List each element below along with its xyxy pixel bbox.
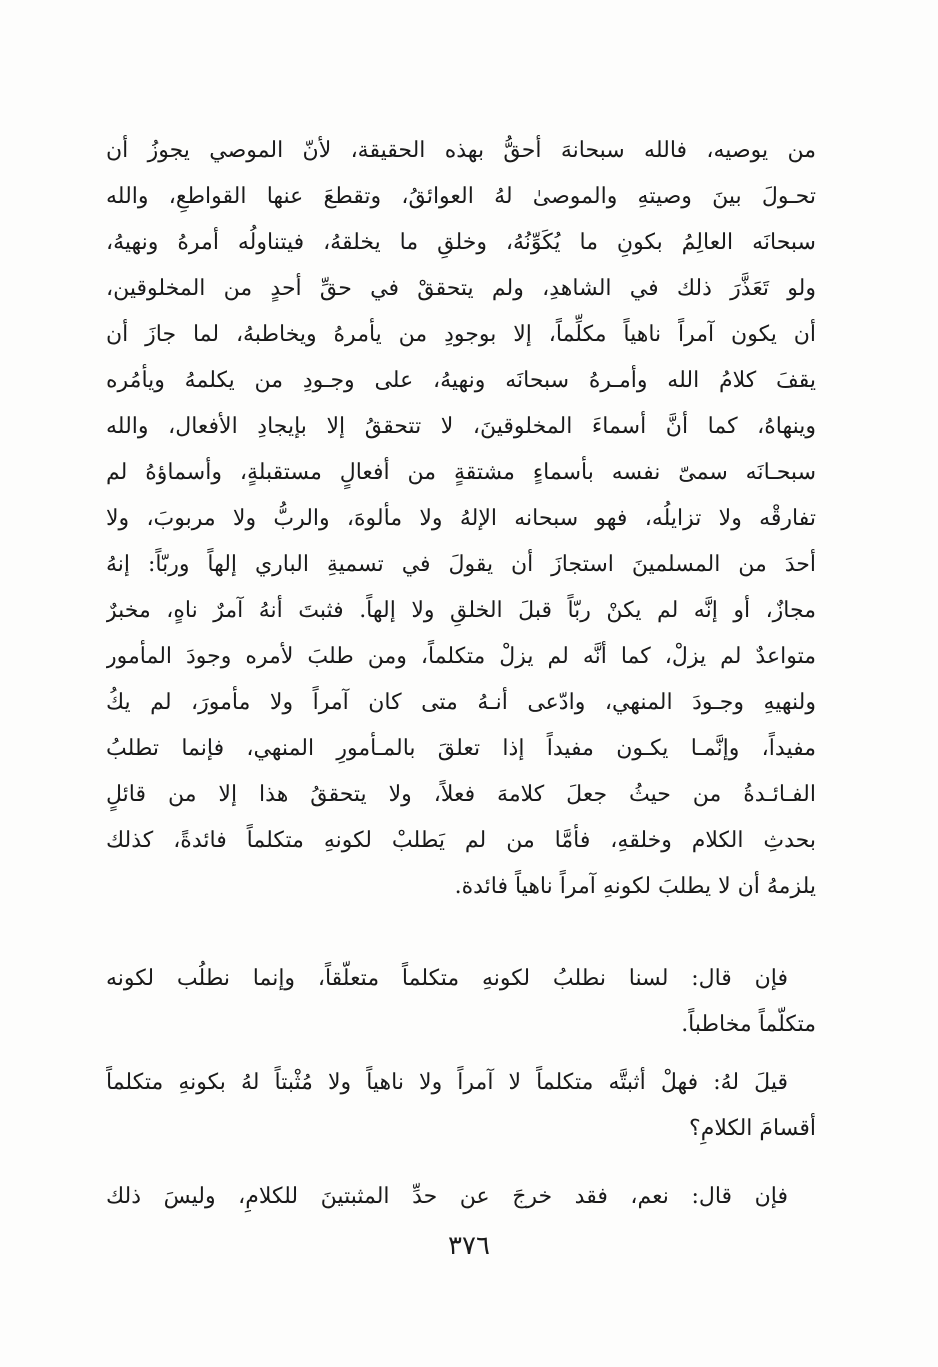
- text-line: وينهاهُ، كما أنَّ أسماءَ المخلوقينَ، لا تتحققُ إلا بإيجادِ الأفعال، والله: [106, 414, 816, 439]
- page-number: ٣٧٦: [448, 1231, 490, 1261]
- paragraph-4: [106, 1174, 816, 1220]
- text-line: أقسامَ الكلامِ؟: [689, 1116, 816, 1141]
- paragraph-3: [106, 1060, 816, 1152]
- text-line: قيلَ لهُ: فهلْ أثبتَّه متكلماً لا آمراً ولا ناهياً ولا مُثْبتاً لهُ بكونهِ متكلماً: [106, 1070, 788, 1095]
- text-line: بحدثِ الكلام وخلقهِ، فأمَّا من لم يَطلبْ لكونهِ متكلماً فائدةً، كذلك: [106, 828, 816, 853]
- text-line: تفارقْه ولا تزايلُه، فهو سبحانه الإلهُ ولا مألوهَ، والربُّ ولا مربوبَ، ولا: [106, 506, 816, 531]
- text-line: تحـولَ بينَ وصيتهِ والموصىٰ لهُ العوائقُ، وتقطعَ عنها القواطعِ، والله: [106, 184, 816, 209]
- text-line: يلزمهُ أن لا يطلبَ لكونهِ آمراً ناهياً فائدة.: [454, 874, 816, 899]
- text-line: يقفَ كلامُ الله وأمـرهُ سبحانَه ونهيهُ، على وجـودِ من يكلمهُ ويأمُره: [106, 368, 816, 393]
- text-line: ولو تَعَذَّرَ ذلك في الشاهدِ، ولم يتحققْ في حقِّ أحدٍ من المخلوقين،: [106, 276, 816, 301]
- text-line: من يوصيه، فالله سبحانهَ أحقُّ بهذه الحقيقة، لأنّ الموصي يجوزُ أن: [106, 138, 816, 163]
- text-line: متكلّماً مخاطباً.: [681, 1012, 816, 1037]
- text-line: الفـائـدةُ من حيثُ جعلَ كلامهَ فعلاً، ولا يتحققُ هذا إلا من قائلٍ: [106, 782, 816, 807]
- text-line: ولنهيهِ وجـودَ المنهي، وادّعى أنـهُ متى كان آمراً ولا مأمورَ، لم يكُ: [106, 690, 816, 715]
- text-line: متواعدٌ لم يزلْ، كما أنَّه لم يزلْ متكلماً، ومن طلبَ لأمره وجودَ المأمور: [106, 644, 816, 669]
- paragraph-1: [106, 128, 816, 910]
- text-line: سبحـانَه سمىّ نفسه بأسماءٍ مشتقةٍ من أفعالٍ مستقبلةٍ، وأسماؤهُ لم: [106, 460, 816, 485]
- text-line: سبحانَه العالِمُ بكونِ ما يُكَوِّنُهُ، وخلقِ ما يخلقهُ، فيتناولُه أمرهُ ونهيهُ،: [106, 230, 816, 255]
- paragraph-2: [106, 956, 816, 1048]
- text-line: فإن قال: نعم، فقد خرجَ عن حدِّ المثبتينَ للكلامِ، وليسَ ذلك: [106, 1184, 788, 1209]
- text-line: أحدَ من المسلمينَ استجازَ أن يقولَ في تسميةِ الباري إلهاً وربّاً: إنهُ: [106, 552, 816, 577]
- text-line: أن يكون آمراً ناهياً مكلِّماً، إلا بوجودِ من يأمرهُ ويخاطبهُ، لما جازَ أن: [106, 322, 816, 347]
- text-line: مجازٌ، أو إنَّه لم يكنْ ربّاً قبلَ الخلقِ ولا إلهاً. فثبتَ أنهُ آمرٌ ناهٍ، مخبرٌ: [106, 598, 816, 623]
- text-line: فإن قال: لسنا نطلبُ لكونهِ متكلماً متعلّقاً، وإنما نطلُب لكونه: [106, 966, 788, 991]
- text-line: مفيداً، وإنَّمـا يكـون مفيداً إذا تعلقَ بالمـأمورِ المنهي، فإنما تطلبُ: [106, 736, 816, 761]
